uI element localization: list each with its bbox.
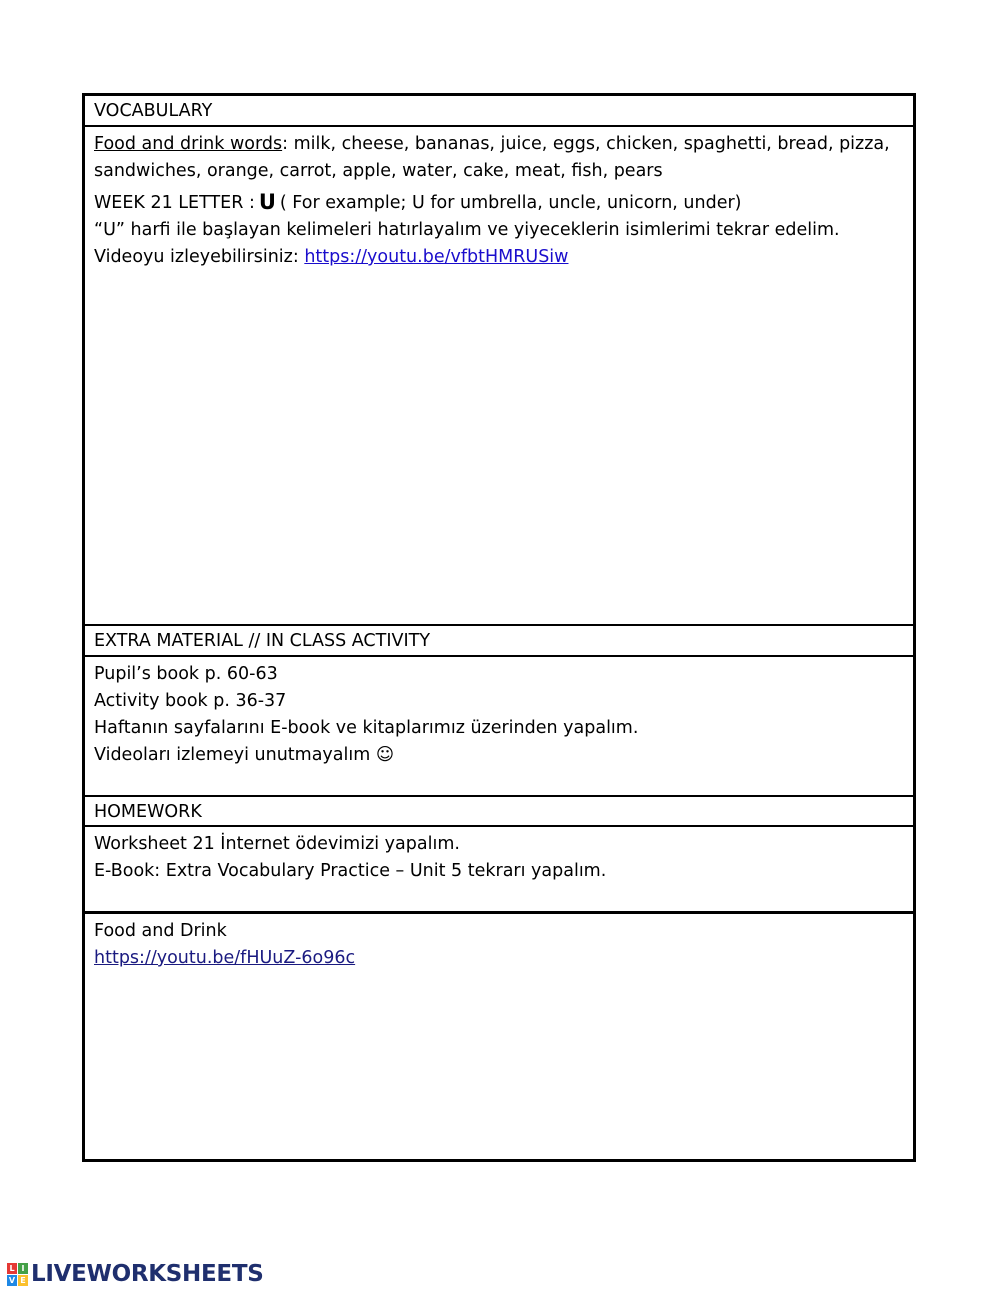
food-drink-link-line xyxy=(94,945,904,972)
logo-letter-e: E xyxy=(18,1275,28,1286)
week-letter: U xyxy=(258,190,276,214)
food-drink-video-link[interactable]: https://youtu.be/fHUuZ-6o96c xyxy=(94,948,356,968)
homework-header-text: HOMEWORK xyxy=(94,802,202,822)
vocabulary-header-text: VOCABULARY xyxy=(94,101,213,121)
homework-line-worksheet: Worksheet 21 İnternet ödevimizi yapalım. xyxy=(94,834,460,854)
food-drink-title: Food and Drink xyxy=(94,921,227,941)
extra-line-ebook: Haftanın sayfalarını E-book ve kitaplarımız üzerinden yapalım. xyxy=(94,718,639,738)
vocabulary-header xyxy=(85,96,913,126)
homework-body xyxy=(85,827,913,911)
food-words-list-2: sandwiches, orange, carrot, apple, water, cake, meat, fish, pears xyxy=(94,161,663,181)
vocabulary-body xyxy=(85,127,913,624)
food-drink-section xyxy=(85,914,913,1159)
turkish-instruction: “U” harfi ile başlayan kelimeleri hatırlayalım ve yiyeceklerin isimlerimi tekrar edelim. xyxy=(94,220,840,240)
week-letter-line xyxy=(94,189,904,217)
week-letter-prefix: WEEK 21 LETTER : xyxy=(94,193,255,213)
extra-line-activity-book: Activity book p. 36-37 xyxy=(94,691,287,711)
extra-material-header xyxy=(85,626,913,656)
liveworksheets-logo-text: LIVEWORKSHEETS xyxy=(31,1261,264,1287)
food-words-label: Food and drink words xyxy=(94,134,283,154)
week-letter-examples: ( For example; U for umbrella, uncle, unicorn, under) xyxy=(279,193,742,213)
vocabulary-video-link[interactable]: https://youtu.be/vfbtHMRUSiw xyxy=(304,247,569,267)
video-line xyxy=(94,244,904,271)
homework-line-ebook: E-Book: Extra Vocabulary Practice – Unit 5 tekrarı yapalım. xyxy=(94,861,607,881)
extra-line-pupils-book: Pupil’s book p. 60-63 xyxy=(94,664,278,684)
logo-letter-v: V xyxy=(8,1275,16,1285)
liveworksheets-logo[interactable] xyxy=(7,1261,263,1287)
homework-header xyxy=(85,797,913,827)
food-words-line-1 xyxy=(94,131,904,158)
logo-letter-l: L xyxy=(7,1263,17,1274)
video-prefix: Videoyu izleyebilirsiniz: xyxy=(94,247,305,267)
extra-line-videos: Videoları izlemeyi unutmayalım ☺ xyxy=(94,745,395,765)
extra-material-body xyxy=(85,657,913,795)
liveworksheets-logo-icon xyxy=(7,1263,28,1286)
extra-material-header-text: EXTRA MATERIAL // IN CLASS ACTIVITY xyxy=(94,631,431,651)
worksheet-table xyxy=(82,93,916,1162)
logo-letter-i: I xyxy=(18,1263,28,1274)
food-words-list-1: : milk, cheese, bananas, juice, eggs, chicken, spaghetti, bread, pizza, xyxy=(282,134,890,154)
